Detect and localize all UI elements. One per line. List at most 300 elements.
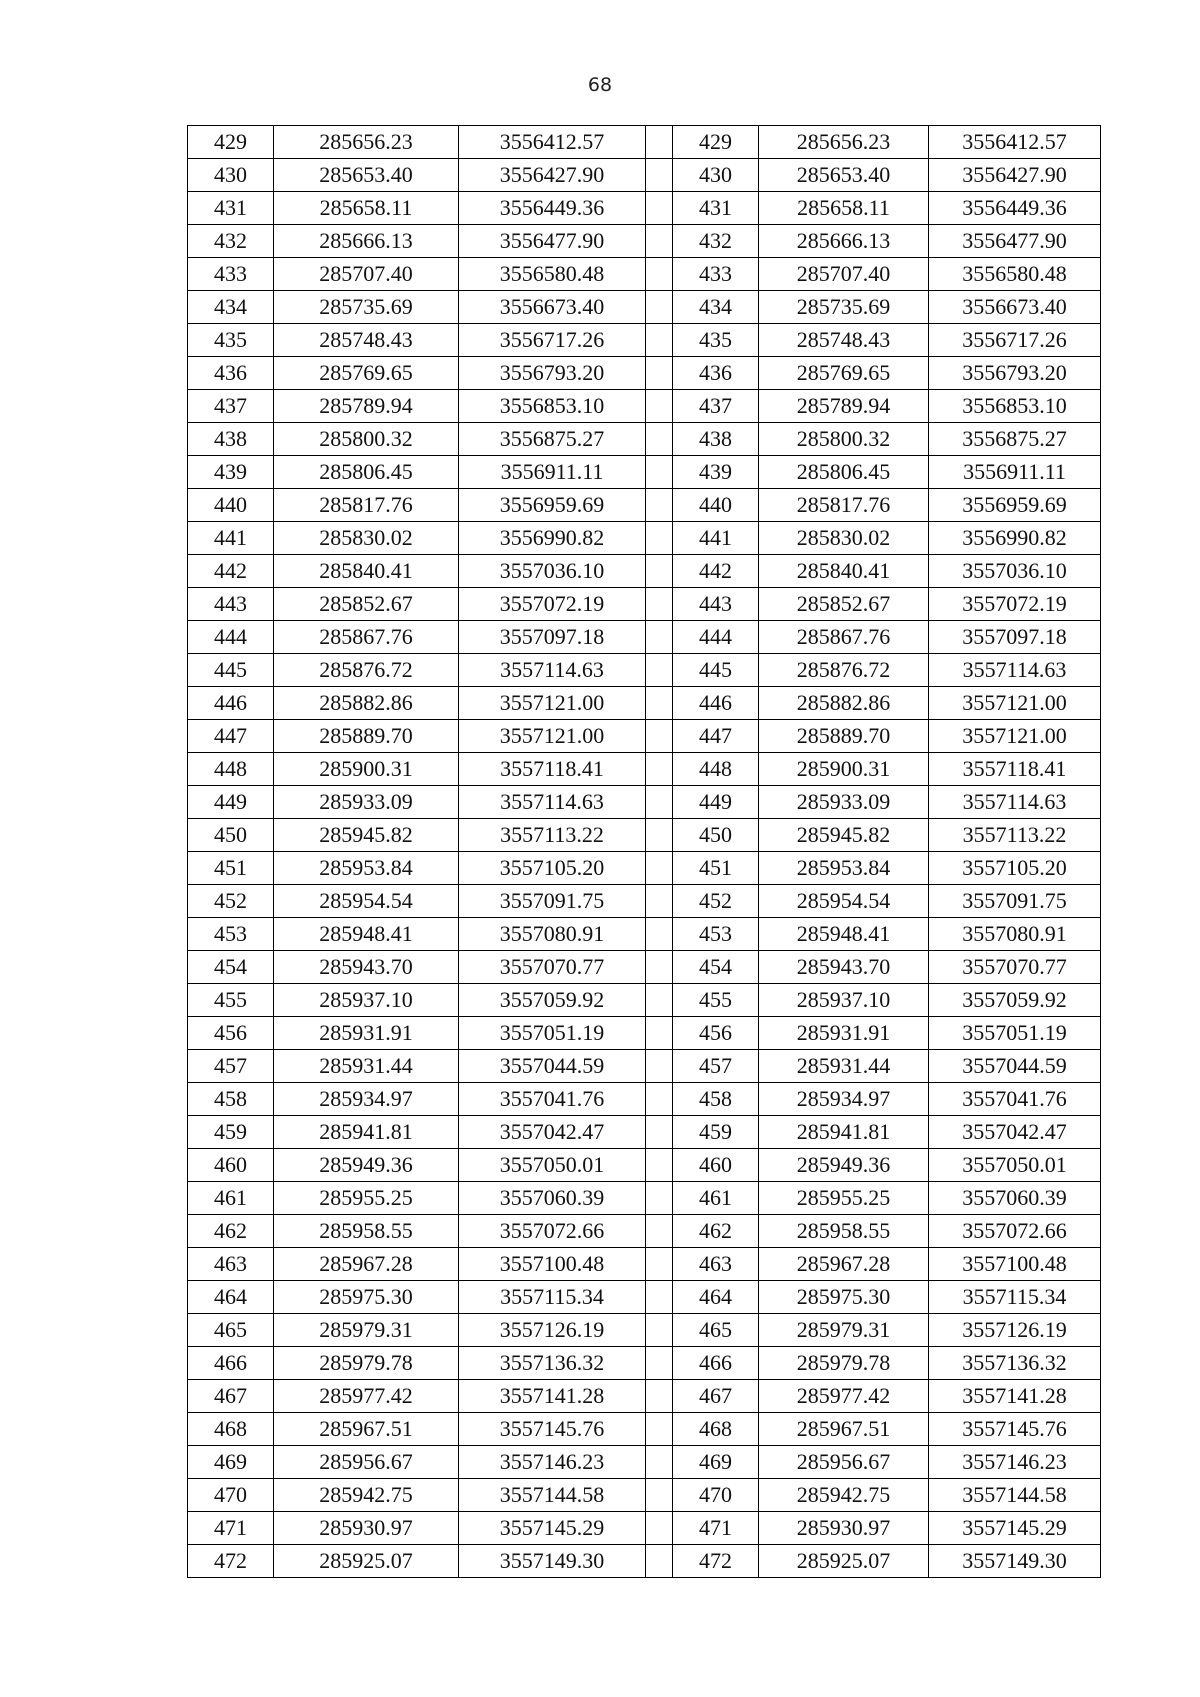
left-point-id-cell: 472 bbox=[188, 1545, 274, 1578]
right-x-coordinate-cell: 285931.44 bbox=[759, 1050, 929, 1083]
left-x-coordinate-cell: 285934.97 bbox=[274, 1083, 459, 1116]
table-row bbox=[188, 1281, 1101, 1314]
left-point-id-cell: 455 bbox=[188, 984, 274, 1017]
table-row bbox=[188, 1413, 1101, 1446]
right-point-id-cell: 447 bbox=[673, 720, 759, 753]
right-y-coordinate-cell: 3557115.34 bbox=[929, 1281, 1101, 1314]
right-x-coordinate-cell: 285949.36 bbox=[759, 1149, 929, 1182]
separator-cell bbox=[646, 489, 673, 522]
left-x-coordinate-cell: 285889.70 bbox=[274, 720, 459, 753]
left-y-coordinate-cell: 3557118.41 bbox=[459, 753, 646, 786]
table-row bbox=[188, 225, 1101, 258]
left-point-id-cell: 432 bbox=[188, 225, 274, 258]
separator-cell bbox=[646, 522, 673, 555]
right-x-coordinate-cell: 285933.09 bbox=[759, 786, 929, 819]
left-x-coordinate-cell: 285806.45 bbox=[274, 456, 459, 489]
left-point-id-cell: 447 bbox=[188, 720, 274, 753]
right-y-coordinate-cell: 3557126.19 bbox=[929, 1314, 1101, 1347]
right-point-id-cell: 462 bbox=[673, 1215, 759, 1248]
right-x-coordinate-cell: 285958.55 bbox=[759, 1215, 929, 1248]
left-y-coordinate-cell: 3557121.00 bbox=[459, 720, 646, 753]
left-x-coordinate-cell: 285979.31 bbox=[274, 1314, 459, 1347]
separator-cell bbox=[646, 1314, 673, 1347]
separator-cell bbox=[646, 555, 673, 588]
right-x-coordinate-cell: 285748.43 bbox=[759, 324, 929, 357]
table-row bbox=[188, 1248, 1101, 1281]
left-x-coordinate-cell: 285933.09 bbox=[274, 786, 459, 819]
right-point-id-cell: 458 bbox=[673, 1083, 759, 1116]
right-point-id-cell: 434 bbox=[673, 291, 759, 324]
right-y-coordinate-cell: 3557059.92 bbox=[929, 984, 1101, 1017]
left-y-coordinate-cell: 3557126.19 bbox=[459, 1314, 646, 1347]
table-row bbox=[188, 687, 1101, 720]
separator-cell bbox=[646, 1083, 673, 1116]
left-x-coordinate-cell: 285942.75 bbox=[274, 1479, 459, 1512]
left-y-coordinate-cell: 3557042.47 bbox=[459, 1116, 646, 1149]
left-point-id-cell: 463 bbox=[188, 1248, 274, 1281]
left-point-id-cell: 451 bbox=[188, 852, 274, 885]
left-x-coordinate-cell: 285789.94 bbox=[274, 390, 459, 423]
left-x-coordinate-cell: 285840.41 bbox=[274, 555, 459, 588]
left-point-id-cell: 466 bbox=[188, 1347, 274, 1380]
right-y-coordinate-cell: 3556911.11 bbox=[929, 456, 1101, 489]
left-point-id-cell: 467 bbox=[188, 1380, 274, 1413]
left-y-coordinate-cell: 3556477.90 bbox=[459, 225, 646, 258]
separator-cell bbox=[646, 324, 673, 357]
right-x-coordinate-cell: 285943.70 bbox=[759, 951, 929, 984]
left-x-coordinate-cell: 285735.69 bbox=[274, 291, 459, 324]
separator-cell bbox=[646, 1248, 673, 1281]
separator-cell bbox=[646, 654, 673, 687]
separator-cell bbox=[646, 1380, 673, 1413]
left-y-coordinate-cell: 3557036.10 bbox=[459, 555, 646, 588]
separator-cell bbox=[646, 720, 673, 753]
table-row bbox=[188, 159, 1101, 192]
right-y-coordinate-cell: 3557145.76 bbox=[929, 1413, 1101, 1446]
left-y-coordinate-cell: 3557145.76 bbox=[459, 1413, 646, 1446]
right-y-coordinate-cell: 3557072.66 bbox=[929, 1215, 1101, 1248]
right-point-id-cell: 444 bbox=[673, 621, 759, 654]
table-row bbox=[188, 1116, 1101, 1149]
separator-cell bbox=[646, 885, 673, 918]
left-y-coordinate-cell: 3557060.39 bbox=[459, 1182, 646, 1215]
left-point-id-cell: 457 bbox=[188, 1050, 274, 1083]
right-y-coordinate-cell: 3557060.39 bbox=[929, 1182, 1101, 1215]
table-row bbox=[188, 1050, 1101, 1083]
page-number: 68 bbox=[587, 74, 613, 96]
left-y-coordinate-cell: 3556959.69 bbox=[459, 489, 646, 522]
right-y-coordinate-cell: 3557146.23 bbox=[929, 1446, 1101, 1479]
right-y-coordinate-cell: 3556717.26 bbox=[929, 324, 1101, 357]
left-y-coordinate-cell: 3556412.57 bbox=[459, 126, 646, 159]
table-row bbox=[188, 654, 1101, 687]
right-y-coordinate-cell: 3556449.36 bbox=[929, 192, 1101, 225]
left-x-coordinate-cell: 285948.41 bbox=[274, 918, 459, 951]
left-x-coordinate-cell: 285967.28 bbox=[274, 1248, 459, 1281]
right-x-coordinate-cell: 285900.31 bbox=[759, 753, 929, 786]
left-x-coordinate-cell: 285925.07 bbox=[274, 1545, 459, 1578]
separator-cell bbox=[646, 687, 673, 720]
separator-cell bbox=[646, 621, 673, 654]
separator-cell bbox=[646, 1479, 673, 1512]
separator-cell bbox=[646, 1545, 673, 1578]
left-y-coordinate-cell: 3557080.91 bbox=[459, 918, 646, 951]
right-point-id-cell: 449 bbox=[673, 786, 759, 819]
table-row bbox=[188, 258, 1101, 291]
table-row bbox=[188, 555, 1101, 588]
left-x-coordinate-cell: 285931.44 bbox=[274, 1050, 459, 1083]
left-y-coordinate-cell: 3557044.59 bbox=[459, 1050, 646, 1083]
separator-cell bbox=[646, 192, 673, 225]
table-row bbox=[188, 357, 1101, 390]
right-x-coordinate-cell: 285934.97 bbox=[759, 1083, 929, 1116]
left-x-coordinate-cell: 285656.23 bbox=[274, 126, 459, 159]
left-y-coordinate-cell: 3556673.40 bbox=[459, 291, 646, 324]
table-row bbox=[188, 1479, 1101, 1512]
separator-cell bbox=[646, 126, 673, 159]
left-x-coordinate-cell: 285949.36 bbox=[274, 1149, 459, 1182]
separator-cell bbox=[646, 1017, 673, 1050]
left-x-coordinate-cell: 285953.84 bbox=[274, 852, 459, 885]
left-x-coordinate-cell: 285945.82 bbox=[274, 819, 459, 852]
left-point-id-cell: 453 bbox=[188, 918, 274, 951]
right-y-coordinate-cell: 3556412.57 bbox=[929, 126, 1101, 159]
right-x-coordinate-cell: 285867.76 bbox=[759, 621, 929, 654]
right-y-coordinate-cell: 3557145.29 bbox=[929, 1512, 1101, 1545]
right-y-coordinate-cell: 3557114.63 bbox=[929, 786, 1101, 819]
right-y-coordinate-cell: 3556477.90 bbox=[929, 225, 1101, 258]
left-point-id-cell: 441 bbox=[188, 522, 274, 555]
left-y-coordinate-cell: 3557097.18 bbox=[459, 621, 646, 654]
left-x-coordinate-cell: 285817.76 bbox=[274, 489, 459, 522]
separator-cell bbox=[646, 753, 673, 786]
right-point-id-cell: 445 bbox=[673, 654, 759, 687]
separator-cell bbox=[646, 258, 673, 291]
separator-cell bbox=[646, 1215, 673, 1248]
left-point-id-cell: 465 bbox=[188, 1314, 274, 1347]
table-row bbox=[188, 192, 1101, 225]
left-x-coordinate-cell: 285956.67 bbox=[274, 1446, 459, 1479]
right-point-id-cell: 433 bbox=[673, 258, 759, 291]
right-x-coordinate-cell: 285806.45 bbox=[759, 456, 929, 489]
left-point-id-cell: 436 bbox=[188, 357, 274, 390]
table-row bbox=[188, 621, 1101, 654]
right-x-coordinate-cell: 285707.40 bbox=[759, 258, 929, 291]
right-point-id-cell: 455 bbox=[673, 984, 759, 1017]
table-row bbox=[188, 984, 1101, 1017]
right-y-coordinate-cell: 3557070.77 bbox=[929, 951, 1101, 984]
left-point-id-cell: 435 bbox=[188, 324, 274, 357]
separator-cell bbox=[646, 918, 673, 951]
table-row bbox=[188, 1215, 1101, 1248]
left-y-coordinate-cell: 3557149.30 bbox=[459, 1545, 646, 1578]
right-x-coordinate-cell: 285931.91 bbox=[759, 1017, 929, 1050]
right-point-id-cell: 446 bbox=[673, 687, 759, 720]
right-point-id-cell: 437 bbox=[673, 390, 759, 423]
table-row bbox=[188, 1512, 1101, 1545]
separator-cell bbox=[646, 852, 673, 885]
left-point-id-cell: 438 bbox=[188, 423, 274, 456]
left-y-coordinate-cell: 3557072.19 bbox=[459, 588, 646, 621]
left-y-coordinate-cell: 3557114.63 bbox=[459, 786, 646, 819]
left-x-coordinate-cell: 285867.76 bbox=[274, 621, 459, 654]
table-row bbox=[188, 786, 1101, 819]
table-row bbox=[188, 1380, 1101, 1413]
right-x-coordinate-cell: 285975.30 bbox=[759, 1281, 929, 1314]
right-x-coordinate-cell: 285925.07 bbox=[759, 1545, 929, 1578]
right-x-coordinate-cell: 285876.72 bbox=[759, 654, 929, 687]
left-y-coordinate-cell: 3557070.77 bbox=[459, 951, 646, 984]
left-y-coordinate-cell: 3557072.66 bbox=[459, 1215, 646, 1248]
separator-cell bbox=[646, 291, 673, 324]
left-x-coordinate-cell: 285876.72 bbox=[274, 654, 459, 687]
separator-cell bbox=[646, 225, 673, 258]
right-x-coordinate-cell: 285967.51 bbox=[759, 1413, 929, 1446]
right-point-id-cell: 460 bbox=[673, 1149, 759, 1182]
table-row bbox=[188, 753, 1101, 786]
right-x-coordinate-cell: 285953.84 bbox=[759, 852, 929, 885]
separator-cell bbox=[646, 984, 673, 1017]
left-point-id-cell: 429 bbox=[188, 126, 274, 159]
left-point-id-cell: 454 bbox=[188, 951, 274, 984]
left-x-coordinate-cell: 285958.55 bbox=[274, 1215, 459, 1248]
left-x-coordinate-cell: 285931.91 bbox=[274, 1017, 459, 1050]
table-row bbox=[188, 1347, 1101, 1380]
table-row bbox=[188, 1182, 1101, 1215]
separator-cell bbox=[646, 786, 673, 819]
table-row bbox=[188, 918, 1101, 951]
left-y-coordinate-cell: 3557091.75 bbox=[459, 885, 646, 918]
left-point-id-cell: 458 bbox=[188, 1083, 274, 1116]
left-y-coordinate-cell: 3557114.63 bbox=[459, 654, 646, 687]
right-point-id-cell: 436 bbox=[673, 357, 759, 390]
left-x-coordinate-cell: 285852.67 bbox=[274, 588, 459, 621]
separator-cell bbox=[646, 1116, 673, 1149]
right-point-id-cell: 443 bbox=[673, 588, 759, 621]
right-y-coordinate-cell: 3557050.01 bbox=[929, 1149, 1101, 1182]
left-y-coordinate-cell: 3557141.28 bbox=[459, 1380, 646, 1413]
right-point-id-cell: 440 bbox=[673, 489, 759, 522]
right-y-coordinate-cell: 3556427.90 bbox=[929, 159, 1101, 192]
table-row bbox=[188, 1149, 1101, 1182]
table-row bbox=[188, 1545, 1101, 1578]
right-y-coordinate-cell: 3557036.10 bbox=[929, 555, 1101, 588]
right-x-coordinate-cell: 285830.02 bbox=[759, 522, 929, 555]
left-x-coordinate-cell: 285830.02 bbox=[274, 522, 459, 555]
left-x-coordinate-cell: 285769.65 bbox=[274, 357, 459, 390]
left-point-id-cell: 443 bbox=[188, 588, 274, 621]
separator-cell bbox=[646, 1050, 673, 1083]
right-x-coordinate-cell: 285658.11 bbox=[759, 192, 929, 225]
table-row bbox=[188, 1314, 1101, 1347]
left-point-id-cell: 462 bbox=[188, 1215, 274, 1248]
table-row bbox=[188, 1017, 1101, 1050]
right-point-id-cell: 470 bbox=[673, 1479, 759, 1512]
right-point-id-cell: 430 bbox=[673, 159, 759, 192]
right-point-id-cell: 463 bbox=[673, 1248, 759, 1281]
right-y-coordinate-cell: 3557121.00 bbox=[929, 687, 1101, 720]
right-y-coordinate-cell: 3556959.69 bbox=[929, 489, 1101, 522]
left-point-id-cell: 430 bbox=[188, 159, 274, 192]
left-x-coordinate-cell: 285941.81 bbox=[274, 1116, 459, 1149]
left-point-id-cell: 469 bbox=[188, 1446, 274, 1479]
left-x-coordinate-cell: 285900.31 bbox=[274, 753, 459, 786]
left-point-id-cell: 439 bbox=[188, 456, 274, 489]
left-y-coordinate-cell: 3557136.32 bbox=[459, 1347, 646, 1380]
right-y-coordinate-cell: 3557136.32 bbox=[929, 1347, 1101, 1380]
left-x-coordinate-cell: 285930.97 bbox=[274, 1512, 459, 1545]
coordinate-table bbox=[187, 125, 1101, 1578]
right-y-coordinate-cell: 3557097.18 bbox=[929, 621, 1101, 654]
right-point-id-cell: 439 bbox=[673, 456, 759, 489]
left-y-coordinate-cell: 3557115.34 bbox=[459, 1281, 646, 1314]
left-point-id-cell: 449 bbox=[188, 786, 274, 819]
left-point-id-cell: 433 bbox=[188, 258, 274, 291]
right-y-coordinate-cell: 3557080.91 bbox=[929, 918, 1101, 951]
table-row bbox=[188, 852, 1101, 885]
left-y-coordinate-cell: 3556875.27 bbox=[459, 423, 646, 456]
right-y-coordinate-cell: 3557105.20 bbox=[929, 852, 1101, 885]
right-point-id-cell: 441 bbox=[673, 522, 759, 555]
right-y-coordinate-cell: 3557121.00 bbox=[929, 720, 1101, 753]
left-point-id-cell: 468 bbox=[188, 1413, 274, 1446]
left-y-coordinate-cell: 3556717.26 bbox=[459, 324, 646, 357]
separator-cell bbox=[646, 1347, 673, 1380]
table-row bbox=[188, 819, 1101, 852]
table-row bbox=[188, 1083, 1101, 1116]
table-row bbox=[188, 291, 1101, 324]
table-row bbox=[188, 489, 1101, 522]
right-y-coordinate-cell: 3557091.75 bbox=[929, 885, 1101, 918]
right-point-id-cell: 472 bbox=[673, 1545, 759, 1578]
left-y-coordinate-cell: 3556449.36 bbox=[459, 192, 646, 225]
right-point-id-cell: 459 bbox=[673, 1116, 759, 1149]
left-point-id-cell: 434 bbox=[188, 291, 274, 324]
table-row bbox=[188, 522, 1101, 555]
left-y-coordinate-cell: 3557113.22 bbox=[459, 819, 646, 852]
left-point-id-cell: 456 bbox=[188, 1017, 274, 1050]
right-y-coordinate-cell: 3556853.10 bbox=[929, 390, 1101, 423]
left-y-coordinate-cell: 3557105.20 bbox=[459, 852, 646, 885]
table-row bbox=[188, 1446, 1101, 1479]
left-x-coordinate-cell: 285658.11 bbox=[274, 192, 459, 225]
left-point-id-cell: 442 bbox=[188, 555, 274, 588]
right-point-id-cell: 438 bbox=[673, 423, 759, 456]
table-row bbox=[188, 456, 1101, 489]
right-point-id-cell: 466 bbox=[673, 1347, 759, 1380]
right-x-coordinate-cell: 285800.32 bbox=[759, 423, 929, 456]
right-y-coordinate-cell: 3557051.19 bbox=[929, 1017, 1101, 1050]
right-y-coordinate-cell: 3557149.30 bbox=[929, 1545, 1101, 1578]
right-y-coordinate-cell: 3556990.82 bbox=[929, 522, 1101, 555]
right-y-coordinate-cell: 3557114.63 bbox=[929, 654, 1101, 687]
right-x-coordinate-cell: 285979.31 bbox=[759, 1314, 929, 1347]
right-point-id-cell: 465 bbox=[673, 1314, 759, 1347]
right-y-coordinate-cell: 3557041.76 bbox=[929, 1083, 1101, 1116]
right-point-id-cell: 431 bbox=[673, 192, 759, 225]
separator-cell bbox=[646, 588, 673, 621]
right-point-id-cell: 467 bbox=[673, 1380, 759, 1413]
table-row bbox=[188, 390, 1101, 423]
right-y-coordinate-cell: 3557044.59 bbox=[929, 1050, 1101, 1083]
left-point-id-cell: 437 bbox=[188, 390, 274, 423]
right-x-coordinate-cell: 285942.75 bbox=[759, 1479, 929, 1512]
right-point-id-cell: 429 bbox=[673, 126, 759, 159]
left-point-id-cell: 431 bbox=[188, 192, 274, 225]
left-x-coordinate-cell: 285800.32 bbox=[274, 423, 459, 456]
right-point-id-cell: 432 bbox=[673, 225, 759, 258]
right-x-coordinate-cell: 285937.10 bbox=[759, 984, 929, 1017]
right-point-id-cell: 442 bbox=[673, 555, 759, 588]
left-point-id-cell: 461 bbox=[188, 1182, 274, 1215]
right-point-id-cell: 464 bbox=[673, 1281, 759, 1314]
left-point-id-cell: 464 bbox=[188, 1281, 274, 1314]
left-y-coordinate-cell: 3557050.01 bbox=[459, 1149, 646, 1182]
right-x-coordinate-cell: 285889.70 bbox=[759, 720, 929, 753]
right-point-id-cell: 435 bbox=[673, 324, 759, 357]
left-x-coordinate-cell: 285653.40 bbox=[274, 159, 459, 192]
table-body bbox=[188, 126, 1101, 1578]
left-y-coordinate-cell: 3556793.20 bbox=[459, 357, 646, 390]
right-x-coordinate-cell: 285945.82 bbox=[759, 819, 929, 852]
right-point-id-cell: 451 bbox=[673, 852, 759, 885]
right-y-coordinate-cell: 3557144.58 bbox=[929, 1479, 1101, 1512]
separator-cell bbox=[646, 456, 673, 489]
left-y-coordinate-cell: 3557144.58 bbox=[459, 1479, 646, 1512]
separator-cell bbox=[646, 357, 673, 390]
separator-cell bbox=[646, 1182, 673, 1215]
left-point-id-cell: 460 bbox=[188, 1149, 274, 1182]
separator-cell bbox=[646, 1149, 673, 1182]
table-row bbox=[188, 885, 1101, 918]
left-y-coordinate-cell: 3557051.19 bbox=[459, 1017, 646, 1050]
right-x-coordinate-cell: 285735.69 bbox=[759, 291, 929, 324]
right-y-coordinate-cell: 3556793.20 bbox=[929, 357, 1101, 390]
table-row bbox=[188, 951, 1101, 984]
left-y-coordinate-cell: 3557146.23 bbox=[459, 1446, 646, 1479]
table-row bbox=[188, 720, 1101, 753]
left-point-id-cell: 471 bbox=[188, 1512, 274, 1545]
left-point-id-cell: 459 bbox=[188, 1116, 274, 1149]
left-y-coordinate-cell: 3557041.76 bbox=[459, 1083, 646, 1116]
right-x-coordinate-cell: 285817.76 bbox=[759, 489, 929, 522]
right-x-coordinate-cell: 285948.41 bbox=[759, 918, 929, 951]
left-point-id-cell: 440 bbox=[188, 489, 274, 522]
right-point-id-cell: 454 bbox=[673, 951, 759, 984]
left-x-coordinate-cell: 285666.13 bbox=[274, 225, 459, 258]
right-point-id-cell: 469 bbox=[673, 1446, 759, 1479]
right-point-id-cell: 452 bbox=[673, 885, 759, 918]
right-point-id-cell: 448 bbox=[673, 753, 759, 786]
separator-cell bbox=[646, 1281, 673, 1314]
separator-cell bbox=[646, 1413, 673, 1446]
separator-cell bbox=[646, 1512, 673, 1545]
right-x-coordinate-cell: 285941.81 bbox=[759, 1116, 929, 1149]
left-x-coordinate-cell: 285748.43 bbox=[274, 324, 459, 357]
right-x-coordinate-cell: 285840.41 bbox=[759, 555, 929, 588]
right-y-coordinate-cell: 3557113.22 bbox=[929, 819, 1101, 852]
table-row bbox=[188, 423, 1101, 456]
right-x-coordinate-cell: 285882.86 bbox=[759, 687, 929, 720]
right-y-coordinate-cell: 3557042.47 bbox=[929, 1116, 1101, 1149]
right-point-id-cell: 468 bbox=[673, 1413, 759, 1446]
right-y-coordinate-cell: 3556875.27 bbox=[929, 423, 1101, 456]
right-x-coordinate-cell: 285977.42 bbox=[759, 1380, 929, 1413]
left-point-id-cell: 448 bbox=[188, 753, 274, 786]
right-x-coordinate-cell: 285967.28 bbox=[759, 1248, 929, 1281]
table-row bbox=[188, 126, 1101, 159]
right-point-id-cell: 461 bbox=[673, 1182, 759, 1215]
